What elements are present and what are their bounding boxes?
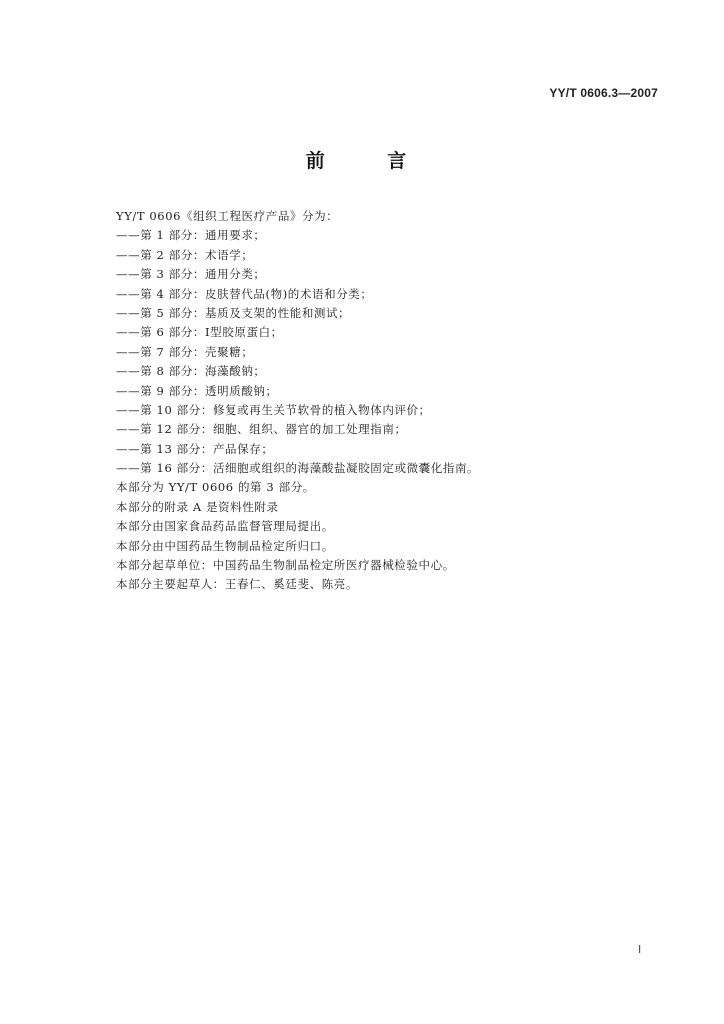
body-line: 本部分起草单位：中国药品生物制品检定所医疗器械检验中心。 [116, 558, 455, 573]
page-title: 前 言 [305, 150, 435, 172]
body-line: 本部分由中国药品生物制品检定所归口。 [116, 538, 334, 553]
part-list-item: ——第 13 部分：产品保存； [116, 441, 274, 456]
page-number: Ⅰ [638, 944, 642, 956]
part-list-item: ——第 4 部分：皮肤替代品(物)的术语和分类； [116, 286, 373, 301]
body-line: 本部分由国家食品药品监督管理局提出。 [116, 519, 334, 534]
part-list-item: ——第 8 部分：海藻酸钠； [116, 364, 266, 379]
part-list-item: ——第 3 部分：通用分类； [116, 267, 266, 282]
foreword-body [116, 207, 636, 595]
part-list-item: ——第 7 部分：壳聚糖； [116, 344, 254, 359]
part-list-item: ——第 16 部分：活细胞或组织的海藻酸盐凝胶固定或微囊化指南。 [116, 461, 480, 476]
part-list-item: ——第 6 部分：Ⅰ型胶原蛋白； [116, 325, 283, 340]
body-line: YY/T 0606《组织工程医疗产品》分为： [116, 209, 339, 223]
part-list-item: ——第 10 部分：修复或再生关节软骨的植入物体内评价； [116, 402, 431, 417]
body-line: 本部分为 YY/T 0606 的第 3 部分。 [116, 480, 315, 495]
body-line: 本部分的附录 A 是资料性附录 [116, 499, 279, 514]
part-list-item: ——第 5 部分：基质及支架的性能和测试； [116, 305, 351, 320]
part-list-item: ——第 1 部分：通用要求； [116, 228, 266, 243]
part-list-item: ——第 2 部分：术语学； [116, 247, 254, 262]
part-list-item: ——第 12 部分：细胞、组织、器官的加工处理指南； [116, 422, 407, 437]
body-line: 本部分主要起草人：王春仁、奚廷斐、陈亮。 [116, 577, 358, 592]
standard-code-header: YY/T 0606.3—2007 [549, 86, 658, 100]
part-list-item: ——第 9 部分：透明质酸钠； [116, 383, 278, 398]
